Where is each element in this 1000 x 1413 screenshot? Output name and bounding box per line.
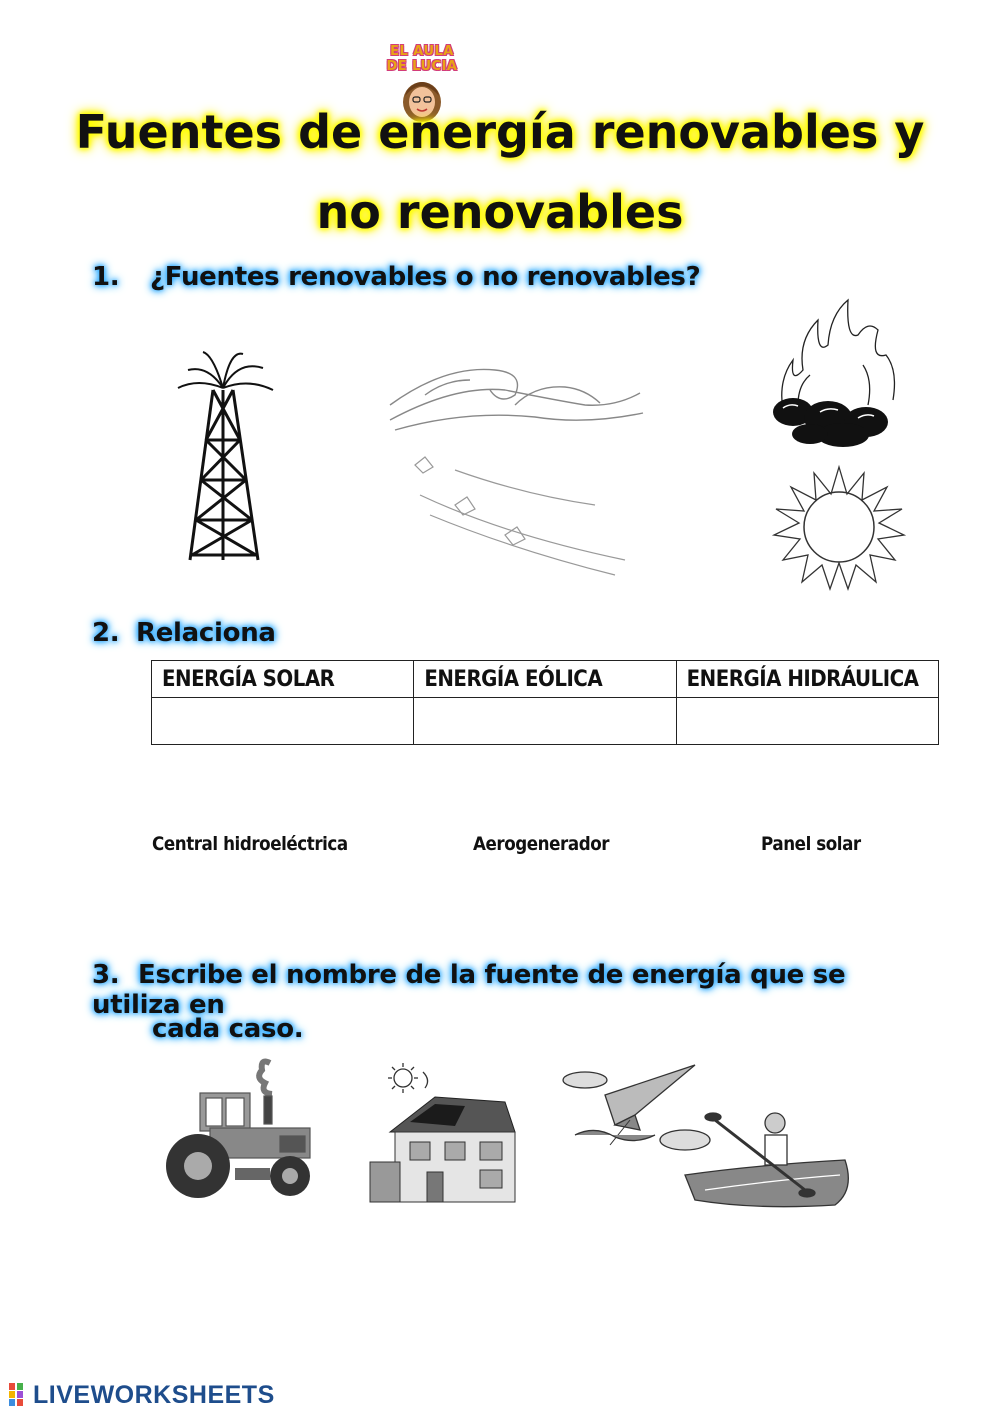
section-1-number: 1. — [92, 262, 120, 292]
logo-line-1: EL AULA — [390, 44, 454, 59]
oil-derrick-icon — [168, 350, 278, 565]
option-panel-solar[interactable]: Panel solar — [761, 833, 861, 855]
section-3-text-line-1: Escribe el nombre de la fuente de energía que se utiliza en — [92, 960, 846, 1020]
section-2-heading — [92, 618, 276, 648]
drop-zone-hidraulica[interactable] — [676, 698, 938, 745]
header-eolica: ENERGÍA EÓLICA — [414, 661, 676, 698]
waves-and-wind-icon — [385, 345, 647, 585]
section-3-text-line-2: cada caso. — [152, 1014, 304, 1044]
section-1-text: ¿Fuentes renovables o no renovables? — [150, 262, 701, 292]
footer-brand — [8, 1381, 275, 1409]
logo-line-2: DE LUCIA — [386, 59, 458, 74]
tractor-icon — [160, 1058, 320, 1203]
header-hidraulica: ENERGÍA HIDRÁULICA — [676, 661, 938, 698]
section-3-number: 3. — [92, 960, 120, 990]
option-aerogenerador[interactable]: Aerogenerador — [473, 833, 610, 855]
sun-icon — [772, 465, 907, 590]
drop-zone-solar[interactable] — [152, 698, 414, 745]
section-3-heading — [92, 960, 912, 1020]
solar-house-icon — [365, 1062, 520, 1207]
drop-zone-eolica[interactable] — [414, 698, 676, 745]
footer-text: LIVEWORKSHEETS — [33, 1380, 275, 1409]
page-title: Fuentes de energía renovables y no renovables — [75, 105, 925, 239]
section-2-text: Relaciona — [136, 618, 276, 648]
table-row — [152, 698, 939, 745]
section-1-heading — [92, 262, 700, 292]
energy-table — [151, 660, 939, 745]
section-2-number: 2. — [92, 618, 120, 648]
burning-coal-icon — [768, 300, 908, 450]
header-solar: ENERGÍA SOLAR — [152, 661, 414, 698]
liveworksheets-logo-icon — [8, 1382, 30, 1408]
table-header-row — [152, 661, 939, 698]
hang-glider-and-kayak-icon — [555, 1065, 860, 1210]
option-central-hidroelectrica[interactable]: Central hidroeléctrica — [152, 833, 348, 855]
